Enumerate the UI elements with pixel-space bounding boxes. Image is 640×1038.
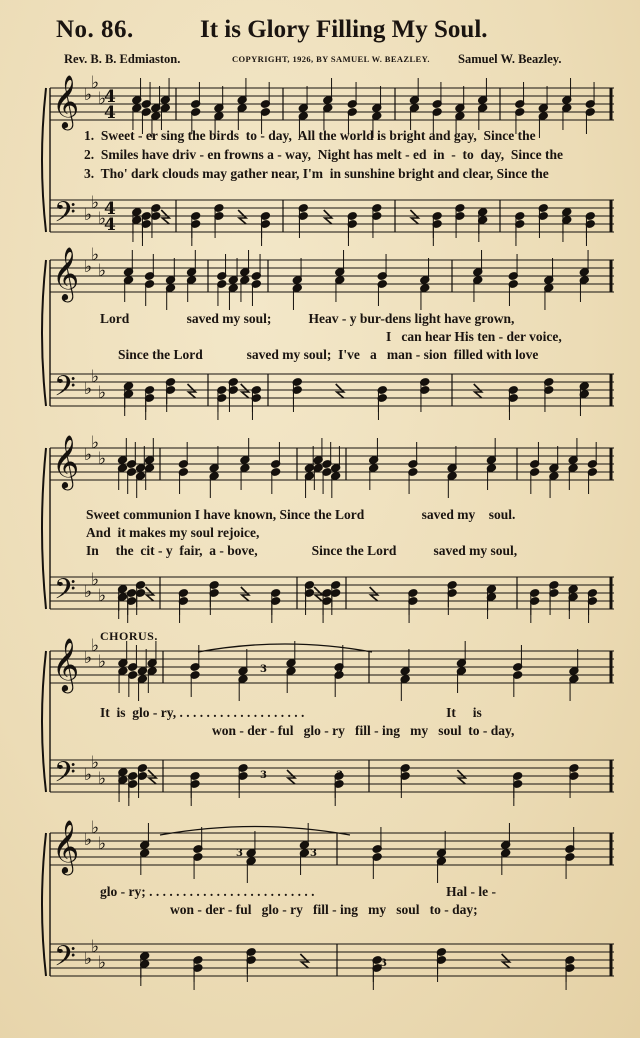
bass-clef-icon: 𝄢 <box>54 756 76 796</box>
lyrics-line3-a: Sweet communion I have known, Since the Lord saved my soul. <box>86 507 516 522</box>
hymn-number: No. 86. <box>56 16 134 43</box>
rest-icon <box>370 587 378 601</box>
flat-icon: ♭ <box>84 85 93 105</box>
flat-icon: ♭ <box>84 949 93 969</box>
copyright-notice: COPYRIGHT, 1926, BY SAMUEL W. BEAZLEY. <box>232 54 430 64</box>
rest-icon <box>410 210 418 224</box>
flat-icon: ♭ <box>84 445 93 465</box>
lyrics-line3-c: In the cit - y fair, a - bove, Since the Lord saved my soul, <box>86 543 518 558</box>
flat-icon: ♭ <box>98 261 107 281</box>
lyrics-line2-c: Since the Lord saved my soul; I've a man - sion filled with love <box>118 347 539 362</box>
chorus-label: CHORUS. <box>100 629 158 643</box>
rest-icon <box>324 210 332 224</box>
flat-icon: ♭ <box>91 818 100 838</box>
brace-icon <box>42 651 46 792</box>
hymn-title: It is Glory Filling My Soul. <box>200 16 488 43</box>
lyrics-line5-b: won - der - ful glo - ry fill - ing my soul to - day; <box>170 902 478 917</box>
tuplet-mark: 3 <box>380 958 387 969</box>
rest-icon <box>148 770 156 784</box>
flat-icon: ♭ <box>91 636 100 656</box>
rest-icon <box>314 587 322 601</box>
rest-icon <box>146 587 154 601</box>
rest-icon <box>502 954 510 968</box>
brace-icon <box>42 260 46 406</box>
lyrics-line2-b: I can hear His ten - der voice, <box>386 329 562 344</box>
tuplet-mark: 3 <box>310 848 317 859</box>
lyrics-line5-a: glo - ry; . . . . . . . . . . . . . . . . . . . . . . . . . Hal - le - <box>100 884 496 899</box>
tuplet-mark: 3 <box>236 848 243 859</box>
rest-icon <box>336 384 344 398</box>
treble-clef-icon: 𝄞 <box>52 74 80 128</box>
flat-icon: ♭ <box>84 379 93 399</box>
flat-icon: ♭ <box>91 433 100 453</box>
lyrics-line2-a: Lord saved my soul; Heav - y bur-dens light have grown, <box>100 311 515 326</box>
flat-icon: ♭ <box>91 73 100 93</box>
flat-icon: ♭ <box>98 652 107 672</box>
brace-icon <box>42 448 46 609</box>
flat-icon: ♭ <box>91 753 100 773</box>
flat-icon: ♭ <box>84 648 93 668</box>
flat-icon: ♭ <box>98 586 107 606</box>
composer-credit: Samuel W. Beazley. <box>458 52 562 66</box>
flat-icon: ♭ <box>84 582 93 602</box>
flat-icon: ♭ <box>98 834 107 854</box>
flat-icon: ♭ <box>84 830 93 850</box>
flat-icon: ♭ <box>91 245 100 265</box>
flat-icon: ♭ <box>84 765 93 785</box>
time-signature: 4 <box>104 199 116 219</box>
bass-clef-icon: 𝄢 <box>54 370 76 410</box>
flat-icon: ♭ <box>91 570 100 590</box>
rest-icon <box>238 210 246 224</box>
rest-icon <box>300 954 308 968</box>
rest-icon <box>241 587 249 601</box>
flat-icon: ♭ <box>98 953 107 973</box>
flat-icon: ♭ <box>98 769 107 789</box>
brace-icon <box>42 833 46 976</box>
flat-icon: ♭ <box>91 937 100 957</box>
rest-icon <box>287 770 295 784</box>
rest-icon <box>474 384 482 398</box>
tuplet-mark: 3 <box>336 664 343 675</box>
author-credit: Rev. B. B. Edmiaston. <box>64 52 181 66</box>
flat-icon: ♭ <box>98 209 107 229</box>
flat-icon: ♭ <box>98 383 107 403</box>
rest-icon <box>161 210 169 224</box>
verse2-lyrics-line1: 2. Smiles have driv - en frowns a - way, Night has melt - ed in - to day, Since the <box>84 147 564 162</box>
treble-clef-icon: 𝄞 <box>52 637 80 691</box>
flat-icon: ♭ <box>98 89 107 109</box>
time-signature: 4 <box>104 87 116 107</box>
treble-clef-icon: 𝄞 <box>52 819 80 873</box>
flat-icon: ♭ <box>84 205 93 225</box>
chorus-lyrics-line1: It is glo - ry, . . . . . . . . . . . . . . . . . . . It is <box>100 705 482 720</box>
lyrics-line3-b: And it makes my soul rejoice, <box>86 525 260 540</box>
rest-icon <box>188 384 196 398</box>
rest-icon <box>241 384 249 398</box>
flat-icon: ♭ <box>91 367 100 387</box>
rest-icon <box>457 770 465 784</box>
verse1-lyrics-line1: 1. Sweet - er sing the birds to - day, All the world is bright and gay, Since the <box>84 128 536 143</box>
brace-icon <box>42 88 46 232</box>
treble-clef-icon: 𝄞 <box>52 434 80 488</box>
chorus-lyrics-line2: won - der - ful glo - ry fill - ing my soul to - day, <box>212 723 515 738</box>
tuplet-mark: 3 <box>260 664 267 675</box>
tuplet-mark: 3 <box>260 770 267 781</box>
flat-icon: ♭ <box>91 193 100 213</box>
bass-clef-icon: 𝄢 <box>54 196 76 236</box>
tuplet-mark: 3 <box>336 770 343 781</box>
time-signature: 4 <box>104 215 116 235</box>
flat-icon: ♭ <box>84 257 93 277</box>
treble-clef-icon: 𝄞 <box>52 246 80 300</box>
flat-icon: ♭ <box>98 449 107 469</box>
bass-clef-icon: 𝄢 <box>54 940 76 980</box>
verse3-lyrics-line1: 3. Tho' dark clouds may gather near, I'm in sunshine bright and clear, Since the <box>84 166 549 181</box>
bass-clef-icon: 𝄢 <box>54 573 76 613</box>
time-signature: 4 <box>104 103 116 123</box>
